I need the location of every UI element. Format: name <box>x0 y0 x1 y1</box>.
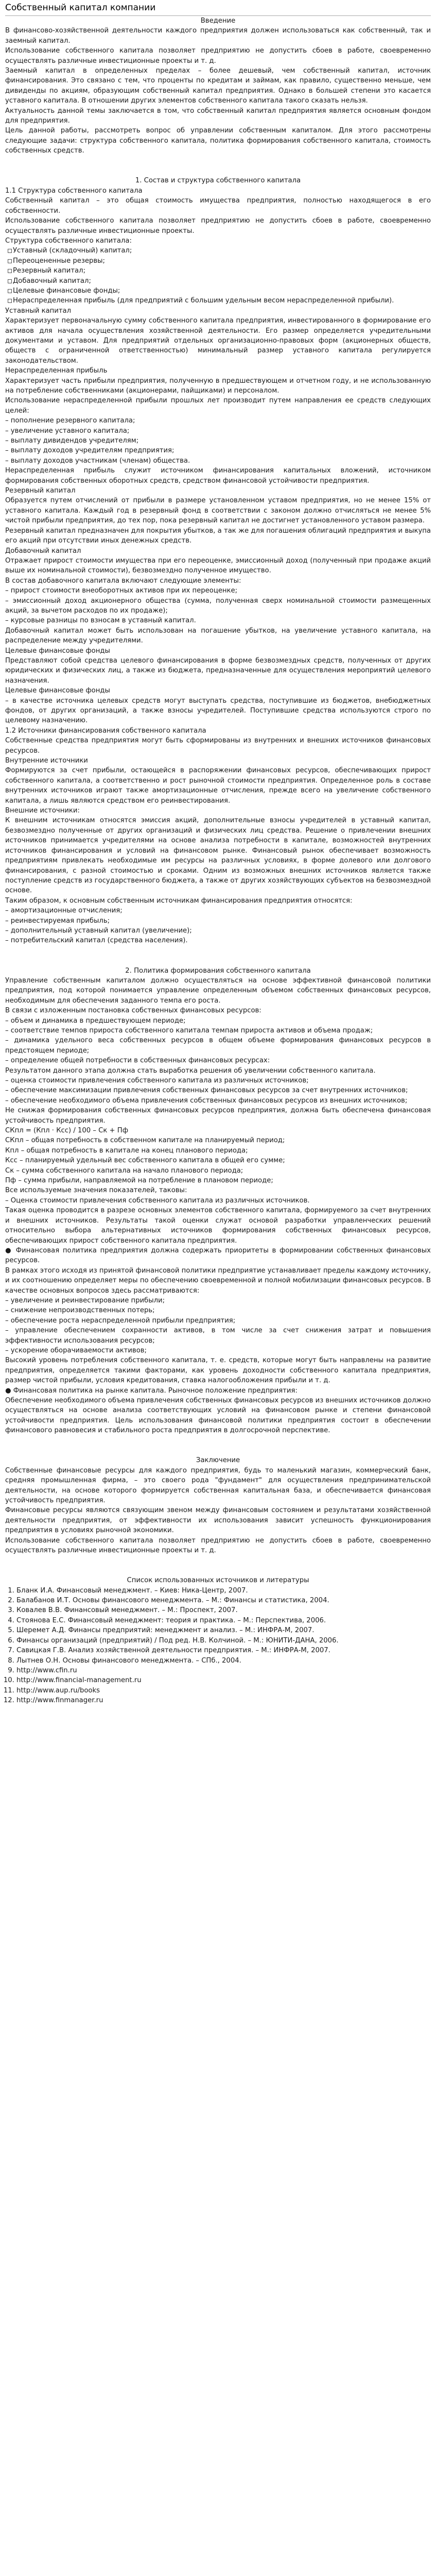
paragraph: – ускорение оборачиваемости активов; <box>5 1346 147 1354</box>
paragraph: – снижение непроизводственных потерь; <box>5 1307 155 1315</box>
paragraph: Структура собственного капитала: <box>5 236 132 245</box>
paragraph: Резервный капитал предназначен для покрытия убытков, а так же для погашения облигаций предприятия и выкупа его акций при отсутствии иных денежных средств. <box>5 527 431 545</box>
section-heading: Заключение <box>196 1456 240 1465</box>
paragraph: – обеспечение максимизации привлечения собственных финансовых ресурсов за счет внутренних источников; <box>5 1087 408 1095</box>
reference-item: 9. http://www.cfin.ru <box>16 1666 431 1675</box>
paragraph: Целевые финансовые фонды <box>5 647 110 655</box>
list-item: Переоцененные резервы; <box>8 256 431 266</box>
paragraph: СКпл – общая потребность в собственном капитале на планируемый период; <box>5 1137 285 1145</box>
section-spacer <box>5 956 431 965</box>
formula: СКпл = (Кпл · Ксс) / 100 – Ск + Пф <box>5 1127 128 1135</box>
paragraph: Внешние источники: <box>5 807 80 815</box>
paragraph: В финансово-хозяйственной деятельности каждого предприятия должен использоваться как собственный, так и заемный капитал. <box>5 27 431 45</box>
section <box>5 16 431 156</box>
paragraph: Использование собственного капитала позволяет предприятию не допустить сбоев в работе, своевременно осуществлять различные инвестиционные проекты и т. д. <box>5 47 431 65</box>
paragraph: Использование нераспределенной прибыли прошлых лет производит путем направления ее средств следующих целей: <box>5 397 431 415</box>
bullet-list <box>5 246 431 306</box>
paragraph: Управление собственным капиталом должно осуществляться на основе эффективной финансовой политики предприятия, под которой понимается управление определенным объемом собственных финансовых ресурсов, необходимым для обеспечения заданного темпа его роста. <box>5 976 431 1005</box>
section-heading: 2. Политика формирования собственного капитала <box>125 967 311 975</box>
paragraph: Добавочный капитал <box>5 547 81 555</box>
paragraph: – реинвестируемая прибыль; <box>5 917 110 925</box>
paragraph: Использование собственного капитала позволяет предприятию не допустить сбоев в работе, своевременно осуществлять различные инвестиционные проекты и т. д. <box>5 1536 431 1555</box>
paragraph: – выплату доходов учредителям предприятия; <box>5 447 175 455</box>
reference-item: 5. Шеремет А.Д. Финансы предприятий: менеджмент и анализ. – М.: ИНФРА-М, 2007. <box>16 1625 431 1635</box>
paragraph: Представляют собой средства целевого финансирования в форме безвозмездных средств, полученных от других юридических и физических лиц, а также из бюджета, предназначенные для осуществления мероприятий целевого назначения. <box>5 656 431 685</box>
paragraph: – эмиссионный доход акционерного общества (сумма, полученная сверх номинальной стоимости размещенных акций, за вычетом расходов по их продаже); <box>5 597 431 615</box>
paragraph: Результатом данного этапа должна стать выработка решения об увеличении собственного капитала. <box>5 1066 376 1075</box>
paragraph: Использование собственного капитала позволяет предприятию не допустить сбоев в работе, своевременно осуществлять различные инвестиционные проекты. <box>5 217 431 235</box>
paragraph: Все используемые значения показателей, таковы: <box>5 1187 187 1195</box>
paragraph: – в качестве источника целевых средств могут выступать средства, поступившие из бюджетов, внебюджетных фондов, от других организаций, а также взносы учредителей. Поступившие средства используются строго по целевому назначению. <box>5 697 431 725</box>
paragraph: – определение общей потребности в собственных финансовых ресурсах: <box>5 1057 270 1065</box>
paragraph: Заемный капитал в определенных пределах – более дешевый, чем собственный капитал, источник финансирования. Это связано с тем, что проценты по кредитам и займам, как правило, существенно меньше, чем дивиденды по акциям, образующим собственный капитал предприятия. Однако в большей степени это касается уставного капитала. В отношении других элементов собственного капитала такого сказать нельзя. <box>5 67 431 105</box>
paragraph: Характеризует часть прибыли предприятия, полученную в предшествующем и отчетном году, и не использованную на потребление собственниками (акционерами, пайщиками) и персоналом. <box>5 377 431 395</box>
reference-item: 4. Стоянова Е.С. Финансовый менеджмент: теория и практика. – М.: Перспектива, 2006. <box>16 1616 431 1625</box>
paragraph: Финансовые ресурсы являются связующим звеном между финансовым состоянием и результатами хозяйственной деятельности предприятия, от эффективности их использования зависит успешность функционирования предприятия в условиях рыночной экономики. <box>5 1506 431 1535</box>
paragraph: – динамика удельного веса собственных ресурсов в общем объеме формирования финансовых ресурсов в предстоящем периоде; <box>5 1037 431 1055</box>
paragraph: Обеспечение необходимого объема привлечения собственных финансовых ресурсов из внешних источников должно осуществляться на основе анализа соответствующих условий на финансовом рынке и степени финансовой устойчивости предприятия. Цель использования финансовой политики предприятия состоит в обеспечении финансового равновесия и стабильного роста предприятия в долгосрочной перспективе. <box>5 1397 431 1435</box>
section-spacer <box>5 1446 431 1455</box>
reference-item: 6. Финансы организаций (предприятий) / Под ред. Н.В. Колчиной. – М.: ЮНИТИ-ДАНА, 2006. <box>16 1636 431 1646</box>
list-item: Нераспределенная прибыль (для предприятий с большим удельным весом нераспределенной прибыли). <box>8 296 431 306</box>
paragraph: Нераспределенная прибыль <box>5 367 108 375</box>
paragraph: – дополнительный уставный капитал (увеличение); <box>5 926 192 935</box>
section <box>5 1436 431 1556</box>
paragraph: – амортизационные отчисления; <box>5 907 123 915</box>
section-spacer <box>5 156 431 166</box>
reference-item: 7. Савицкая Г.В. Анализ хозяйственной деятельности предприятия. – М.: ИНФРА-М, 2007. <box>16 1646 431 1655</box>
reference-item: 12. http://www.finmanager.ru <box>16 1696 431 1705</box>
paragraph: – соответствие темпов прироста собственного капитала темпам прироста активов и объема продаж; <box>5 1026 373 1035</box>
paragraph: – обеспечение необходимого объема привлечения собственных финансовых ресурсов из внешних источников; <box>5 1096 408 1105</box>
section <box>5 156 431 946</box>
paragraph: – пополнение резервного капитала; <box>5 417 135 425</box>
paragraph: Актуальность данной темы заключается в том, что собственный капитал предприятия является основным фондом для предприятия. <box>5 107 431 125</box>
reference-item: 8. Лытнев О.Н. Основы финансового менеджмента. – СПб., 2004. <box>16 1656 431 1666</box>
paragraph: – управление обеспечением сохранности активов, в том числе за счет снижения затрат и повышения эффективности использования ресурсов; <box>5 1327 431 1345</box>
paragraph: – курсовые разницы по взносам в уставный капитал. <box>5 617 196 625</box>
paragraph: Кпл – общая потребность в капитале на конец планового периода; <box>5 1146 248 1155</box>
reference-item: 11. http://www.aup.ru/books <box>16 1686 431 1696</box>
list-item: Целевые финансовые фонды; <box>8 286 431 296</box>
paragraph: Целевые финансовые фонды <box>5 687 110 695</box>
section-spacer <box>5 946 431 956</box>
paragraph: – потребительский капитал (средства населения). <box>5 937 188 945</box>
paragraph: Резервный капитал <box>5 487 76 495</box>
paragraph: Не снижая формирования собственных финансовых ресурсов предприятия, должна быть обеспечена финансовая устойчивость предприятия. <box>5 1107 431 1125</box>
paragraph: Пф – сумма прибыли, направляемой на потребление в плановом периоде; <box>5 1177 273 1185</box>
section-spacer <box>5 166 431 176</box>
reference-item: 1. Бланк И.А. Финансовый менеджмент. – Киев: Ника-Центр, 2007. <box>16 1586 431 1596</box>
paragraph: Цель данной работы, рассмотреть вопрос об управлении собственным капиталом. Для этого рассмотрены следующие задачи: структура собственного капитала, политика формирования собственного капитала, стоимость собственных средств. <box>5 127 431 155</box>
paragraph: – объем и динамика в предшествующем периоде; <box>5 1016 186 1025</box>
paragraph: Образуется путем отчислений от прибыли в размере установленном уставом предприятия, но не менее 15% от уставного капитала. Каждый год в резервный фонд в соответствии с законом должно отчисляться не менее 5% чистой прибыли предприятия, до тех пор, пока резервный капитал не достигнет установленного уставом размера. <box>5 497 431 525</box>
paragraph: Ск – сумма собственного капитала на начало планового периода; <box>5 1166 243 1175</box>
reference-item: 3. Ковалев В.В. Финансовый менеджмент. – М.: Проспект, 2007. <box>16 1605 431 1615</box>
paragraph: Формируются за счет прибыли, остающейся в распоряжении финансовых ресурсов, обеспечивающих прирост собственного капитала, а соответственно и рост рыночной стоимости предприятия. Определенное роль в составе внутренних источников играют также амортизационные отчисления, прежде всего на увеличение собственного капитала, а лишь являются средством его реинвестирования. <box>5 767 431 805</box>
paragraph: Нераспределенная прибыль служит источником финансирования капитальных вложений, источником формирования собственных оборотных средств, средством финансовой устойчивости предприятия. <box>5 467 431 485</box>
reference-list <box>5 1586 431 1706</box>
paragraph: – увеличение уставного капитала; <box>5 427 130 435</box>
section <box>5 1555 431 1705</box>
paragraph: Уставный капитал <box>5 307 72 315</box>
paragraph: Отражает прирост стоимости имущества при его переоценке, эмиссионный доход (полученный при продаже акций выше их номинальной стоимости), безвозмездно полученное имущество. <box>5 556 431 575</box>
section-spacer <box>5 1566 431 1575</box>
paragraph: К внешним источникам относятся эмиссия акций, дополнительные взносы учредителей в уставный капитал, безвозмездно полученные от других организаций и физических лиц средства. Решение о привлечении внешних источников принимается учредителями на основе анализа потребности в капитале, возможностей внутренних источников финансирования и условий на финансовом рынке. Финансовый рынок обеспечивает возможность предприятиям привлекать необходимые им ресурсы на различных условиях, в форме долевого или долгового финансирования, с разной стоимостью и сроками. Одним из возможных внешних источников является также поступление средств из государственного бюджета, а также от других хозяйствующих субъектов на безвозмездной основе. <box>5 817 431 895</box>
paragraph: Собственные средства предприятия могут быть сформированы из внутренних и внешних источников финансовых ресурсов. <box>5 737 431 755</box>
paragraph: Таким образом, к основным собственным источникам финансирования предприятия относятся: <box>5 896 353 905</box>
section-heading: Введение <box>200 17 236 25</box>
paragraph: – выплату дивидендов учредителям; <box>5 437 139 445</box>
reference-item: 10. http://www.financial-management.ru <box>16 1675 431 1685</box>
paragraph: Ксс – планируемый удельный вес собственного капитала в общей его сумме; <box>5 1157 285 1165</box>
section <box>5 946 431 1436</box>
list-item: Добавочный капитал; <box>8 276 431 286</box>
paragraph: Добавочный капитал может быть использован на погашение убытков, на увеличение уставного капитала, на распределение между учредителями. <box>5 626 431 645</box>
document-body <box>5 16 431 1706</box>
section-spacer <box>5 1555 431 1565</box>
section-heading: 1. Состав и структура собственного капитала <box>135 177 301 185</box>
paragraph: – прирост стоимости внеоборотных активов при их переоценке; <box>5 587 238 595</box>
paragraph: Собственный капитал – это общая стоимость имущества предприятия, полностью находящегося в его собственности. <box>5 197 431 215</box>
paragraph: – выплату доходов участникам (членам) общества. <box>5 456 190 465</box>
paragraph: – Оценка стоимости привлечения собственного капитала из различных источников. <box>5 1196 310 1205</box>
paragraph: Собственные финансовые ресурсы для каждого предприятия, будь то маленький магазин, коммерческий банк, средняя промышленная фирма, – это своего рода "фундамент" для осуществления предпринимательской деятельности, на основе которого формируется собственная капитальная база, и обеспечивается финансовая устойчивость предприятия. <box>5 1466 431 1505</box>
list-item: Уставный (складочный) капитал; <box>8 246 431 256</box>
paragraph: ● Финансовая политика предприятия должна содержать приоритеты в формировании собственных финансовых ресурсов. <box>5 1246 431 1265</box>
paragraph: Внутренние источники <box>5 757 88 765</box>
list-item: Резервный капитал; <box>8 266 431 276</box>
section-heading: Список использованных источников и литературы <box>127 1577 309 1585</box>
paragraph: Такая оценка проводится в разрезе основных элементов собственного капитала, формируемого за счет внутренних и внешних источников. Результаты такой оценки служат основой разработки управленческих решений относительно выбора альтернативных источников формирования собственных финансовых ресурсов, обеспечивающих прирост собственного капитала предприятия. <box>5 1207 431 1245</box>
page-title: Собственный капитал компании <box>5 0 431 16</box>
reference-item: 2. Балабанов И.Т. Основы финансового менеджмента. – М.: Финансы и статистика, 2004. <box>16 1596 431 1605</box>
subsection-heading: 1.1 Структура собственного капитала <box>5 187 143 195</box>
paragraph: В связи с изложенным постановка собственных финансовых ресурсов: <box>5 1007 261 1015</box>
paragraph: – обеспечение роста нераспределенной прибыли предприятия; <box>5 1316 236 1325</box>
paragraph: В рамках этого исходя из принятой финансовой политики предприятие устанавливает пределы каждому источнику, и их соотношению определяет меры по обеспечению своевременной и полной мобилизации финансовых ресурсов. В качестве основных вопросов здесь рассматриваются: <box>5 1266 431 1295</box>
paragraph: В состав добавочного капитала включают следующие элементы: <box>5 577 241 585</box>
paragraph: – оценка стоимости привлечения собственного капитала из различных источников; <box>5 1077 309 1084</box>
subsection-heading: 1.2 Источники финансирования собственного капитала <box>5 726 206 735</box>
paragraph: Высокий уровень потребления собственного капитала, т. е. средств, которые могут быть направлены на развитие предприятия, определяется такими факторами, как уровень доходности собственного капитала предприятия, размер чистой прибыли, условия кредитования, ставка налогообложения прибыли и т. д. <box>5 1357 431 1385</box>
paragraph: Характеризует первоначальную сумму собственного капитала предприятия, инвестированного в формирование его активов для начала осуществления хозяйственной деятельности. Его размер определяется учредительными документами и уставом. Для предприятий отдельных организационно-правовых форм (акционерных обществ, обществ с ограниченной ответственностью) минимальный размер уставного капитала регулируется законодательством. <box>5 317 431 365</box>
paragraph: – увеличение и реинвестирование прибыли; <box>5 1296 165 1304</box>
section-spacer <box>5 1436 431 1446</box>
paragraph: ● Финансовая политика на рынке капитала. Рыночное положение предприятия: <box>5 1386 298 1395</box>
